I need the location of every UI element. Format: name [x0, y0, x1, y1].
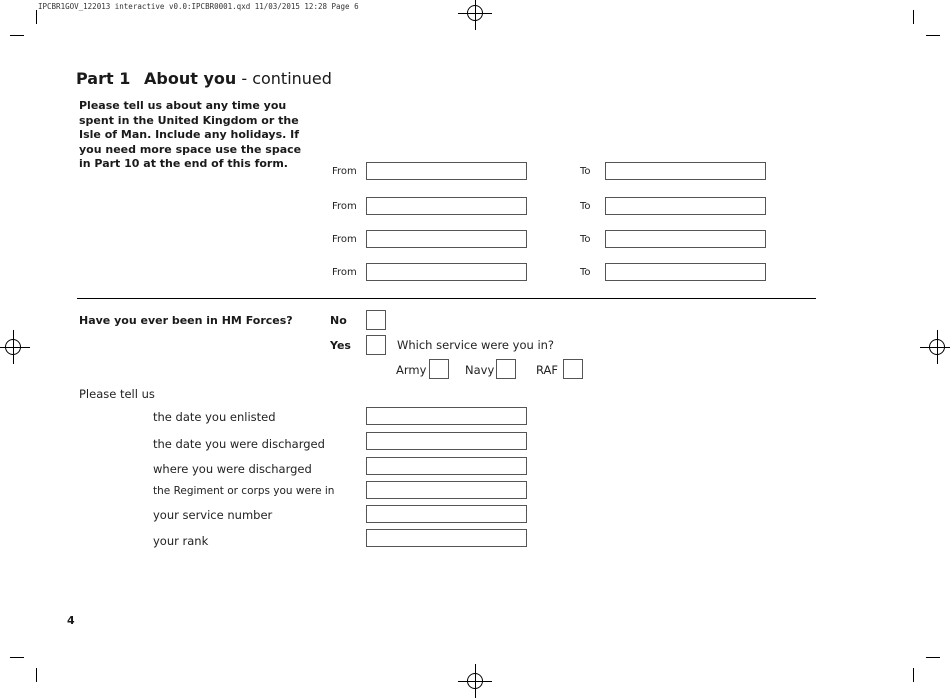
- part-title-suffix: - continued: [236, 69, 332, 88]
- to-field-2[interactable]: [605, 197, 766, 215]
- crop-mark-bottom-right-h: [926, 657, 940, 658]
- raf-checkbox[interactable]: [563, 359, 583, 379]
- part-title: [144, 69, 332, 88]
- crop-mark-top-left-v: [36, 10, 37, 24]
- from-field-3[interactable]: [366, 230, 527, 248]
- service-number-field[interactable]: [366, 505, 527, 523]
- please-tell-us-label: Please tell us: [79, 387, 155, 401]
- yes-label: Yes: [330, 339, 351, 352]
- yes-checkbox[interactable]: [366, 335, 386, 355]
- registration-mark-left: [5, 339, 21, 355]
- service-army-label: Army: [396, 363, 427, 377]
- crop-mark-top-right-v: [913, 10, 914, 24]
- to-label-3: To: [580, 234, 591, 245]
- rank-field[interactable]: [366, 529, 527, 547]
- where-discharged-field[interactable]: [366, 457, 527, 475]
- registration-mark-right: [929, 339, 945, 355]
- from-field-2[interactable]: [366, 197, 527, 215]
- date-discharged-field[interactable]: [366, 432, 527, 450]
- uk-time-instruction: Please tell us about any time you spent in the United Kingdom or the Isle of Man. Include any holidays. If you need more space use the space in Part 10 at the end of this form.: [79, 99, 302, 170]
- from-label-1: From: [332, 166, 357, 177]
- to-field-1[interactable]: [605, 162, 766, 180]
- from-label-4: From: [332, 267, 357, 278]
- page-number: 4: [67, 614, 75, 627]
- registration-mark-bottom: [467, 673, 483, 689]
- section-divider: [77, 298, 816, 299]
- regiment-label: the Regiment or corps you were in: [153, 485, 335, 497]
- part-title-main: About you: [144, 69, 237, 88]
- crop-mark-bottom-left-h: [10, 657, 24, 658]
- regiment-field[interactable]: [366, 481, 527, 499]
- date-discharged-label: the date you were discharged: [153, 437, 325, 451]
- printer-slug: IPCBR1GOV_122013 interactive v0.0:IPCBR0001.qxd 11/03/2015 12:28 Page 6: [38, 2, 359, 11]
- from-label-2: From: [332, 201, 357, 212]
- no-checkbox[interactable]: [366, 310, 386, 330]
- registration-mark-top: [467, 5, 483, 21]
- no-label: No: [330, 314, 347, 327]
- service-number-label: your service number: [153, 508, 273, 522]
- to-label-4: To: [580, 267, 591, 278]
- to-field-3[interactable]: [605, 230, 766, 248]
- from-field-1[interactable]: [366, 162, 527, 180]
- service-raf-label: RAF: [536, 363, 559, 377]
- where-discharged-label: where you were discharged: [153, 462, 312, 476]
- navy-checkbox[interactable]: [496, 359, 516, 379]
- date-enlisted-field[interactable]: [366, 407, 527, 425]
- rank-label: your rank: [153, 534, 209, 548]
- crop-mark-bottom-left-v: [36, 668, 37, 682]
- crop-mark-top-left-h: [10, 35, 24, 36]
- crop-mark-top-right-h: [926, 35, 940, 36]
- crop-mark-bottom-right-v: [913, 668, 914, 682]
- to-label-2: To: [580, 201, 591, 212]
- which-service-question: Which service were you in?: [397, 338, 555, 352]
- hm-forces-question: Have you ever been in HM Forces?: [79, 314, 293, 327]
- from-field-4[interactable]: [366, 263, 527, 281]
- service-navy-label: Navy: [465, 363, 495, 377]
- part-number: Part 1: [76, 69, 131, 88]
- date-enlisted-label: the date you enlisted: [153, 410, 276, 424]
- to-field-4[interactable]: [605, 263, 766, 281]
- army-checkbox[interactable]: [429, 359, 449, 379]
- to-label-1: To: [580, 166, 591, 177]
- from-label-3: From: [332, 234, 357, 245]
